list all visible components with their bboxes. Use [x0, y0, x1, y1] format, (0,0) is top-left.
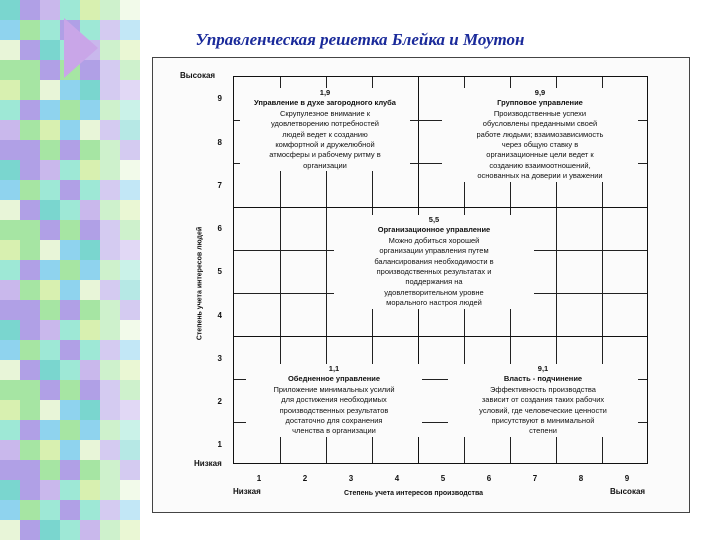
mosaic-tile	[40, 140, 60, 160]
mosaic-tile	[40, 260, 60, 280]
desc-line: Приложение минимальных усилий	[273, 384, 395, 394]
mosaic-tile	[100, 120, 120, 140]
y-tick: 4	[217, 311, 222, 320]
style-description	[448, 385, 638, 437]
mosaic-tile	[80, 260, 100, 280]
grid-line	[234, 336, 647, 337]
desc-line: морального настроя людей	[386, 298, 482, 308]
mosaic-tile	[60, 240, 80, 260]
mosaic-tile	[80, 340, 100, 360]
mosaic-tile	[40, 360, 60, 380]
style-name: Обедненное управление	[287, 374, 381, 384]
mosaic-tile	[20, 440, 40, 460]
mosaic-tile	[80, 320, 100, 340]
mosaic-tile	[0, 160, 20, 180]
mosaic-tile	[100, 80, 120, 100]
desc-line: комфортной и дружелюбной	[275, 140, 375, 150]
mosaic-tile	[100, 260, 120, 280]
mosaic-tile	[120, 340, 140, 360]
mosaic-tile	[120, 60, 140, 80]
y-tick: 1	[217, 440, 222, 449]
y-tick: 8	[217, 138, 222, 147]
desc-line: созданию взаимоотношений,	[489, 160, 591, 170]
mosaic-tile	[0, 120, 20, 140]
mosaic-tile	[0, 200, 20, 220]
mosaic-tile	[20, 260, 40, 280]
mosaic-tile	[60, 280, 80, 300]
mosaic-tile	[0, 420, 20, 440]
mosaic-tile	[60, 160, 80, 180]
mosaic-tile	[100, 340, 120, 360]
mosaic-tile	[100, 280, 120, 300]
y-axis-low-label: Низкая	[194, 459, 222, 468]
mosaic-tile	[20, 460, 40, 480]
mosaic-tile	[40, 520, 60, 540]
mosaic-tile	[0, 520, 20, 540]
desc-line: основанных на доверии и уважении	[477, 171, 603, 181]
y-axis-high-label: Высокая	[180, 71, 216, 80]
mosaic-tile	[40, 420, 60, 440]
mosaic-tile	[80, 280, 100, 300]
mosaic-tile	[120, 80, 140, 100]
mosaic-tile	[20, 480, 40, 500]
mosaic-tile	[100, 220, 120, 240]
x-tick: 2	[302, 474, 308, 483]
mosaic-tile	[20, 380, 40, 400]
mosaic-tile	[60, 260, 80, 280]
x-tick: 9	[624, 474, 630, 483]
desc-line: людей ведет к созданию	[282, 129, 368, 139]
mosaic-tile	[20, 500, 40, 520]
x-tick: 7	[532, 474, 538, 483]
mosaic-tile	[0, 320, 20, 340]
mosaic-tile	[120, 280, 140, 300]
mosaic-tile	[80, 500, 100, 520]
desc-line: зависит от создания таких рабочих	[481, 395, 605, 405]
style-name: Организационное управление	[377, 225, 491, 235]
mosaic-tile	[60, 320, 80, 340]
style-coordinate: 1,9	[319, 88, 331, 97]
desc-line: атмосферы и рабочему ритму в	[269, 150, 381, 160]
mosaic-tile	[80, 400, 100, 420]
desc-line: балансирования необходимости в	[374, 256, 494, 266]
mosaic-tile	[60, 360, 80, 380]
mosaic-tile	[80, 180, 100, 200]
decorative-mosaic-border	[0, 0, 140, 540]
desc-line: удовлетворению потребностей	[271, 119, 379, 129]
mosaic-tile	[0, 460, 20, 480]
mosaic-tile	[0, 400, 20, 420]
mosaic-tile	[100, 480, 120, 500]
mosaic-tile	[40, 240, 60, 260]
mosaic-tile	[80, 200, 100, 220]
mosaic-tile	[100, 460, 120, 480]
desc-line: производственных результатов	[279, 405, 389, 415]
mosaic-tile	[60, 180, 80, 200]
x-tick: 8	[578, 474, 584, 483]
mosaic-tile	[40, 160, 60, 180]
page-title: Управленческая решетка Блейка и Моутон	[195, 30, 525, 49]
desc-line: степени	[529, 426, 557, 436]
mosaic-tile	[80, 160, 100, 180]
mosaic-tile	[120, 380, 140, 400]
y-tick: 5	[217, 267, 222, 276]
mosaic-tile	[40, 460, 60, 480]
desc-line: через общую ставку в	[501, 140, 579, 150]
style-name: Групповое управление	[497, 98, 583, 108]
mosaic-tile	[60, 420, 80, 440]
mosaic-tile	[0, 260, 20, 280]
y-tick: 3	[217, 354, 222, 363]
grid-line	[234, 207, 647, 208]
mosaic-tile	[100, 200, 120, 220]
mosaic-tile	[40, 440, 60, 460]
mosaic-tile	[100, 360, 120, 380]
mosaic-tile	[80, 0, 100, 20]
desc-line: достаточно для сохранения	[285, 416, 383, 426]
mosaic-tile	[60, 80, 80, 100]
mosaic-tile	[20, 160, 40, 180]
mosaic-tile	[120, 360, 140, 380]
mosaic-tile	[0, 480, 20, 500]
mosaic-tile	[120, 220, 140, 240]
mosaic-tile	[60, 400, 80, 420]
mosaic-tile	[20, 520, 40, 540]
style-description	[246, 385, 422, 437]
mosaic-tile	[80, 240, 100, 260]
desc-line: присутствуют в минимальной	[491, 416, 595, 426]
mosaic-tile	[40, 60, 60, 80]
mosaic-tile	[80, 140, 100, 160]
desc-line: поддержания на	[405, 277, 463, 287]
mosaic-tile	[100, 100, 120, 120]
x-tick: 4	[394, 474, 400, 483]
mosaic-tile	[0, 100, 20, 120]
x-tick: 6	[486, 474, 492, 483]
mosaic-tile	[60, 520, 80, 540]
mosaic-tile	[120, 140, 140, 160]
desc-line: Скрупулезное внимание к	[279, 108, 371, 118]
mosaic-tile	[0, 60, 20, 80]
mosaic-tile	[20, 320, 40, 340]
mosaic-tile	[120, 260, 140, 280]
style-name: Власть - подчинение	[503, 374, 583, 384]
mosaic-tile	[20, 180, 40, 200]
mosaic-tile	[120, 400, 140, 420]
desc-line: обусловлены преданными своей	[482, 119, 598, 129]
style-box-country-club	[240, 88, 410, 171]
mosaic-tile	[100, 0, 120, 20]
mosaic-tile	[120, 0, 140, 20]
mosaic-tile	[60, 140, 80, 160]
y-tick: 6	[217, 224, 222, 233]
mosaic-tile	[120, 160, 140, 180]
mosaic-tile	[0, 360, 20, 380]
mosaic-tile	[100, 440, 120, 460]
mosaic-tile	[40, 220, 60, 240]
y-tick: 7	[217, 181, 222, 190]
mosaic-tile	[0, 0, 20, 20]
mosaic-tile	[60, 340, 80, 360]
mosaic-tile	[20, 280, 40, 300]
desc-line: условий, где человеческие ценности	[479, 405, 607, 415]
desc-line: для достижения необходимых	[281, 395, 387, 405]
x-axis-high-label: Высокая	[610, 487, 646, 496]
mosaic-tile	[100, 380, 120, 400]
mosaic-tile	[20, 140, 40, 160]
mosaic-tile	[20, 240, 40, 260]
x-tick: 3	[348, 474, 354, 483]
mosaic-tile	[20, 0, 40, 20]
mosaic-tile	[20, 400, 40, 420]
mosaic-tile	[120, 100, 140, 120]
mosaic-tile	[80, 100, 100, 120]
mosaic-tile	[40, 480, 60, 500]
mosaic-tile	[100, 400, 120, 420]
mosaic-tile	[120, 120, 140, 140]
mosaic-tile	[80, 520, 100, 540]
mosaic-tile	[20, 340, 40, 360]
mosaic-tile	[100, 500, 120, 520]
style-description	[334, 236, 534, 309]
desc-line: организации	[303, 160, 347, 170]
style-coordinate: 9,1	[537, 364, 549, 373]
mosaic-tile	[0, 300, 20, 320]
mosaic-tile	[120, 480, 140, 500]
mosaic-tile	[80, 220, 100, 240]
mosaic-tile	[80, 420, 100, 440]
mosaic-tile	[120, 180, 140, 200]
mosaic-tile	[20, 200, 40, 220]
style-coordinate: 9,9	[534, 88, 546, 97]
mosaic-tile	[20, 60, 40, 80]
mosaic-tile	[40, 300, 60, 320]
mosaic-tile	[20, 220, 40, 240]
mosaic-tile	[0, 380, 20, 400]
desc-line: членства в организации	[292, 426, 376, 436]
desc-line: работе людьми; взаимозависимость	[476, 129, 604, 139]
mosaic-tile	[120, 420, 140, 440]
mosaic-tile	[120, 460, 140, 480]
mosaic-tile	[120, 320, 140, 340]
mosaic-tile	[60, 120, 80, 140]
x-tick: 1	[256, 474, 262, 483]
mosaic-tile	[40, 120, 60, 140]
mosaic-tile	[60, 220, 80, 240]
desc-line: производственных результатах и	[376, 267, 492, 277]
mosaic-tile	[60, 0, 80, 20]
desc-line: удовлетворительном уровне	[384, 287, 484, 297]
mosaic-tile	[80, 120, 100, 140]
mosaic-tile	[0, 140, 20, 160]
mosaic-tile	[120, 200, 140, 220]
mosaic-tile	[40, 100, 60, 120]
mosaic-tile	[40, 380, 60, 400]
mosaic-tile	[40, 200, 60, 220]
style-box-team-management	[442, 88, 638, 182]
style-box-impoverished-management	[246, 364, 422, 437]
mosaic-tile	[100, 180, 120, 200]
mosaic-tile	[100, 140, 120, 160]
style-coordinate: 5,5	[428, 215, 440, 224]
mosaic-tile	[40, 500, 60, 520]
mosaic-tile	[40, 320, 60, 340]
style-coordinate: 1,1	[328, 364, 340, 373]
mosaic-tile	[20, 420, 40, 440]
mosaic-tile	[40, 0, 60, 20]
mosaic-tile	[0, 440, 20, 460]
mosaic-tile	[60, 460, 80, 480]
mosaic-tile	[60, 440, 80, 460]
desc-line: Эффективность производства	[490, 384, 596, 394]
mosaic-tile	[60, 300, 80, 320]
mosaic-tile	[40, 80, 60, 100]
mosaic-tile	[120, 500, 140, 520]
style-description	[442, 109, 638, 182]
mosaic-tile	[80, 360, 100, 380]
x-axis-title: Степень учета интересов производства	[344, 490, 484, 497]
mosaic-tile	[100, 520, 120, 540]
mosaic-tile	[60, 100, 80, 120]
x-tick: 5	[440, 474, 446, 483]
mosaic-tile	[0, 180, 20, 200]
mosaic-tile	[20, 120, 40, 140]
mosaic-tile	[80, 80, 100, 100]
mosaic-tile	[60, 480, 80, 500]
style-box-authority-compliance	[448, 364, 638, 437]
y-axis-title: Степень учета интересов людей	[196, 226, 204, 341]
y-tick: 9	[217, 94, 222, 103]
mosaic-tile	[100, 420, 120, 440]
style-box-organization-management	[334, 215, 534, 309]
mosaic-tile	[120, 520, 140, 540]
mosaic-tile	[120, 240, 140, 260]
mosaic-tile	[40, 280, 60, 300]
desc-line: Производственные успехи	[493, 108, 587, 118]
mosaic-tile	[20, 360, 40, 380]
desc-line: организационные цели ведет к	[486, 150, 594, 160]
mosaic-tile	[20, 80, 40, 100]
mosaic-tile	[80, 440, 100, 460]
mosaic-tile	[80, 480, 100, 500]
mosaic-tile	[40, 180, 60, 200]
mosaic-tile	[20, 300, 40, 320]
mosaic-tile	[100, 240, 120, 260]
mosaic-tile	[0, 280, 20, 300]
mosaic-tile	[120, 300, 140, 320]
mosaic-tile	[60, 380, 80, 400]
mosaic-tile	[0, 80, 20, 100]
mosaic-tile	[80, 380, 100, 400]
mosaic-tile	[60, 500, 80, 520]
desc-line: организации управления путем	[379, 246, 489, 256]
x-axis-low-label: Низкая	[233, 487, 261, 496]
style-name: Управление в духе загородного клуба	[254, 98, 396, 108]
mosaic-tile	[60, 200, 80, 220]
mosaic-tile	[40, 400, 60, 420]
style-description	[240, 109, 410, 171]
mosaic-tile	[100, 160, 120, 180]
y-tick: 2	[217, 397, 222, 406]
mosaic-tile	[0, 340, 20, 360]
mosaic-tile	[100, 60, 120, 80]
mosaic-tile	[80, 460, 100, 480]
desc-line: Можно добиться хорошей	[388, 235, 480, 245]
mosaic-tile	[80, 300, 100, 320]
mosaic-tile	[120, 440, 140, 460]
mosaic-tile	[0, 240, 20, 260]
mosaic-tile	[0, 220, 20, 240]
mosaic-tile	[100, 300, 120, 320]
mosaic-tile	[0, 500, 20, 520]
mosaic-tile	[20, 100, 40, 120]
mosaic-tile	[40, 340, 60, 360]
mosaic-tile	[100, 320, 120, 340]
